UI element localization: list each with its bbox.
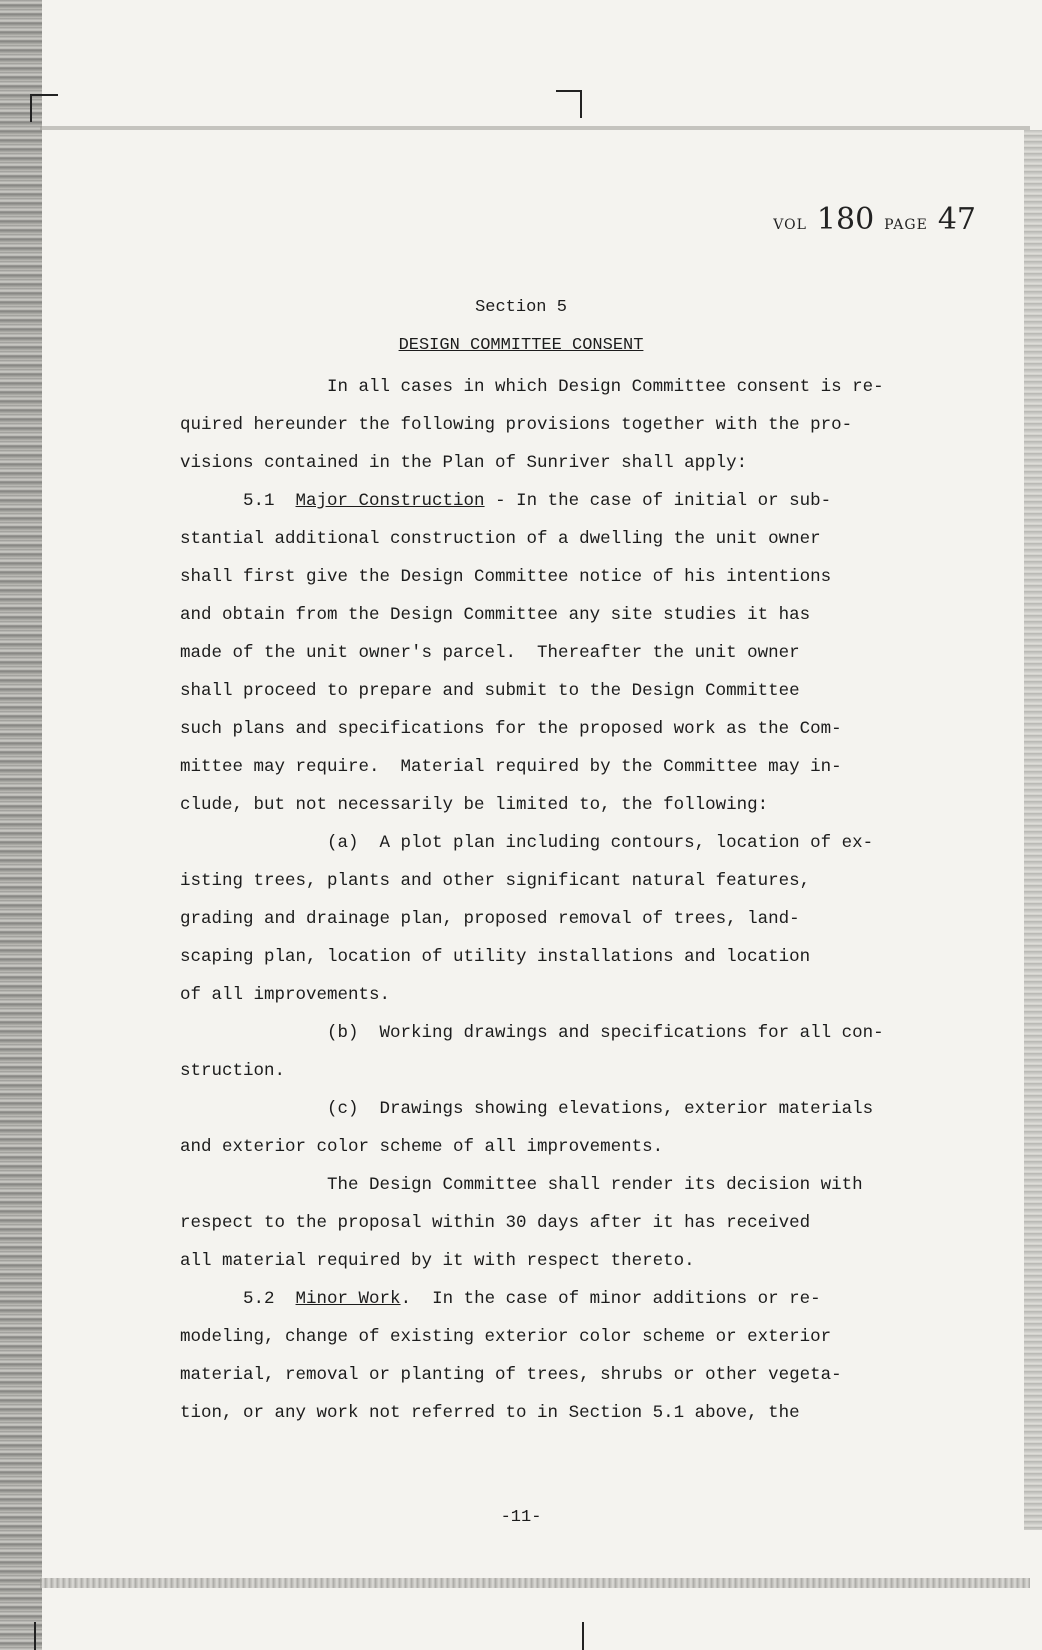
line-text: grading and drainage plan, proposed removal of trees, land- — [180, 909, 800, 929]
line-text: material, removal or planting of trees, shrubs or other vegeta- — [180, 1365, 842, 1385]
line-text: of all improvements. — [180, 985, 391, 1005]
text-line — [180, 1090, 940, 1128]
section-heading: DESIGN COMMITTEE CONSENT — [398, 336, 644, 355]
line-text: and obtain from the Design Committee any site studies it has — [180, 605, 811, 625]
line-text: stantial additional construction of a dwelling the unit owner — [180, 529, 821, 549]
text-line — [180, 748, 940, 786]
vol-label: VOL — [773, 217, 807, 233]
subsection-heading: Major Construction — [295, 491, 485, 511]
text-line — [180, 1242, 940, 1280]
line-text: . In the case of minor additions or re- — [400, 1289, 821, 1309]
text-line — [180, 1356, 940, 1394]
line-text: quired hereunder the following provisions together with the pro- — [180, 415, 853, 435]
line-text: scaping plan, location of utility installations and location — [180, 947, 811, 967]
text-line — [180, 1052, 940, 1090]
line-text: clude, but not necessarily be limited to, the following: — [180, 795, 769, 815]
text-line — [180, 368, 940, 406]
page-stamp-number: 47 — [937, 202, 976, 237]
text-line — [180, 1318, 940, 1356]
text-line — [180, 900, 940, 938]
scan-edge-bottom — [40, 1578, 1030, 1588]
line-text: isting trees, plants and other significant natural features, — [180, 871, 811, 891]
line-text: tion, or any work not referred to in Section 5.1 above, the — [180, 1403, 800, 1423]
text-line — [180, 824, 940, 862]
line-text: respect to the proposal within 30 days after it has received — [180, 1213, 811, 1233]
text-line — [180, 862, 940, 900]
crop-mark-bottom-left-v — [34, 1622, 36, 1650]
text-line — [180, 1204, 940, 1242]
line-text: (c) Drawings showing elevations, exterior materials — [327, 1099, 874, 1119]
body-text — [180, 368, 940, 1432]
line-text: visions contained in the Plan of Sunriver shall apply: — [180, 453, 748, 473]
subsection-number: 5.2 — [243, 1289, 296, 1309]
line-text: The Design Committee shall render its decision with — [327, 1175, 863, 1195]
line-text: shall proceed to prepare and submit to the Design Committee — [180, 681, 800, 701]
scan-edge-left — [0, 0, 42, 1650]
subsection-number: 5.1 — [243, 491, 296, 511]
text-line — [180, 520, 940, 558]
line-text: (a) A plot plan including contours, location of ex- — [327, 833, 874, 853]
text-line — [180, 1166, 940, 1204]
text-line — [180, 786, 940, 824]
crop-mark-top-left-h — [30, 94, 58, 96]
line-text: (b) Working drawings and specifications for all con- — [327, 1023, 884, 1043]
line-text: shall first give the Design Committee notice of his intentions — [180, 567, 832, 587]
text-line — [180, 1280, 940, 1318]
crop-mark-bottom-center-v — [582, 1622, 584, 1650]
text-line — [180, 482, 940, 520]
line-text: and exterior color scheme of all improvements. — [180, 1137, 664, 1157]
text-line — [180, 976, 940, 1014]
crop-mark-top-center-h — [556, 90, 582, 92]
text-line — [180, 406, 940, 444]
line-text: such plans and specifications for the proposed work as the Com- — [180, 719, 842, 739]
text-line — [180, 710, 940, 748]
line-text: made of the unit owner's parcel. Thereafter the unit owner — [180, 643, 800, 663]
line-text: In all cases in which Design Committee consent is re- — [327, 377, 884, 397]
crop-mark-top-center-v — [580, 90, 582, 118]
text-line — [180, 444, 940, 482]
subsection-heading: Minor Work — [295, 1289, 401, 1309]
text-line — [180, 1014, 940, 1052]
text-line — [180, 596, 940, 634]
text-line — [180, 938, 940, 976]
text-line — [180, 1394, 940, 1432]
page-number: -11- — [500, 1508, 542, 1527]
line-text: - In the case of initial or sub- — [484, 491, 832, 511]
text-line — [180, 634, 940, 672]
text-line — [180, 672, 940, 710]
line-text: mittee may require. Material required by the Committee may in- — [180, 757, 842, 777]
crop-mark-top-left-v — [30, 94, 32, 122]
section-title: Section 5 — [475, 298, 567, 317]
text-line — [180, 1128, 940, 1166]
line-text: all material required by it with respect thereto. — [180, 1251, 695, 1271]
page-label: PAGE — [884, 217, 928, 233]
text-line — [180, 558, 940, 596]
line-text: modeling, change of existing exterior color scheme or exterior — [180, 1327, 832, 1347]
vol-number: 180 — [816, 202, 875, 237]
volume-page-stamp — [773, 202, 976, 237]
scan-edge-top — [40, 126, 1030, 130]
line-text: struction. — [180, 1061, 286, 1081]
